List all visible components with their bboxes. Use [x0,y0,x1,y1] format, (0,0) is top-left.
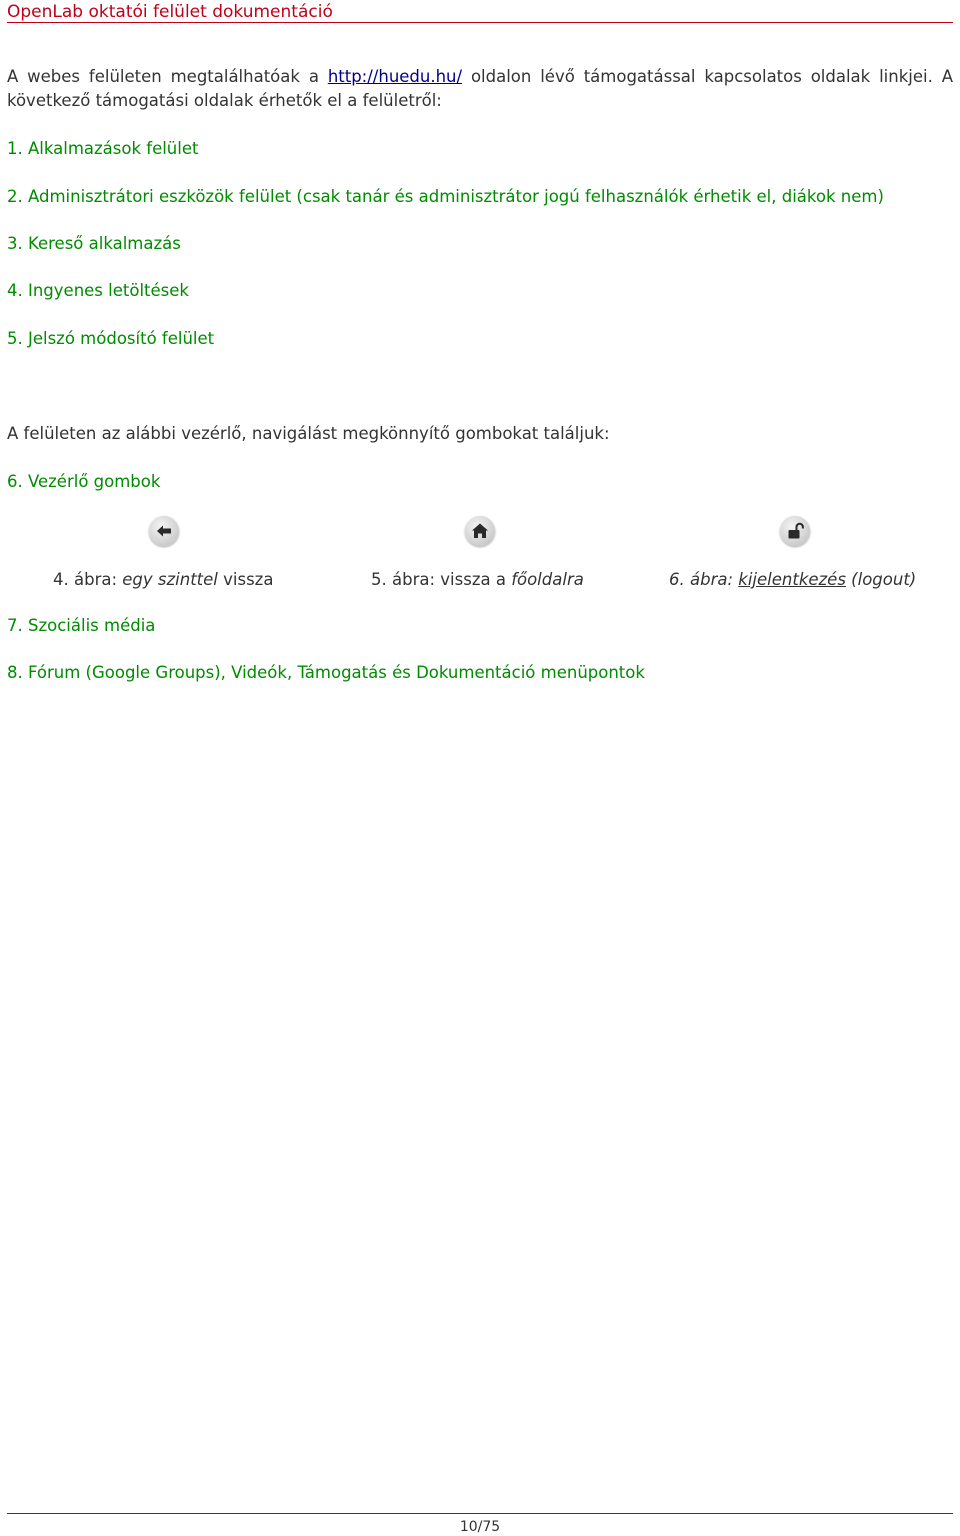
figure-caption-home [371,570,584,589]
figure-4-prefix: 4. ábra: [53,570,123,589]
list-item-letoltesek[interactable]: 4. Ingyenes letöltések [7,281,189,300]
controls-intro-text: A felületen az alábbi vezérlő, navigálást megkönnyítő gombokat találjuk: [7,424,610,443]
list-item-vezerlo-gombok[interactable]: 6. Vezérlő gombok [7,472,161,491]
figure-6-prefix: 6. ábra: [669,570,739,589]
footer-divider [7,1513,953,1514]
list-item-jelszo[interactable]: 5. Jelszó módosító felület [7,329,215,348]
list-item-szocialis-media[interactable]: 7. Szociális média [7,616,156,635]
figure-6-em: kijelentkezés [738,570,846,589]
unlock-icon[interactable] [780,516,810,546]
list-item-kereso[interactable]: 3. Kereső alkalmazás [7,234,181,253]
list-item-forum-menupontok[interactable]: 8. Fórum (Google Groups), Videók, Támogatás és Dokumentáció menüpontok [7,663,645,682]
back-arrow-icon[interactable] [149,516,179,546]
figure-6-suffix: (logout) [845,570,917,589]
list-item-adminisztratori[interactable]: 2. Adminisztrátori eszközök felület (csak tanár és adminisztrátor jogú felhasználók érhetik el, diákok nem) [7,187,884,206]
figure-4-em: egy szinttel [122,570,218,589]
header-divider [7,22,953,23]
list-item-alkalmazasok[interactable]: 1. Alkalmazások felület [7,139,199,158]
figure-5-em: főoldalra [511,570,584,589]
figure-5-prefix: 5. ábra: vissza a [371,570,512,589]
intro-paragraph [7,65,953,113]
figure-caption-logout [669,570,916,589]
page-number: 10/75 [459,1519,501,1535]
figure-4-suffix: vissza [217,570,274,589]
huedu-link[interactable]: http://huedu.hu/ [327,67,463,86]
intro-text-before: A webes felületen megtalálhatóak a [7,67,328,86]
page-header-title: OpenLab oktatói felület dokumentáció [7,2,333,22]
intro-text-after: oldalon lévő támogatással kapcsolatos oldalak linkjei. A következő támogatási oldalak érhetők el a felületről: [7,67,954,110]
figure-caption-back [53,570,273,589]
home-icon[interactable] [465,516,495,546]
